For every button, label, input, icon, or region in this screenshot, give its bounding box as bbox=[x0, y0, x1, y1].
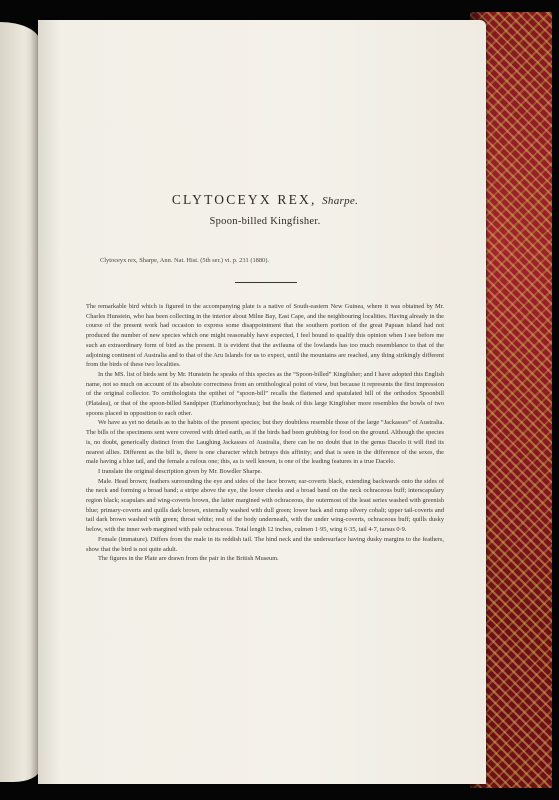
paragraph: In the MS. list of birds sent by Mr. Hunstein he speaks of this species as the “Spoon-billed” Kingfisher; and I have adopted this English name, not so much on account of its absolute correctness from an ornithological point of view, but because it represents the first impression of the original collector. To ornithologists the epithet of “spoon-bill” recalls the flattened and spatulated bill of the orthodox Spoonbill (Platalea), or that of the spoon-billed Sandpiper (Eurhinorhynchus); but the beak of this large Kingfisher more resembles the bowls of two spoons placed in opposition to each other. bbox=[86, 370, 444, 417]
divider-rule bbox=[235, 282, 297, 283]
common-name: Spoon-billed Kingfisher. bbox=[209, 216, 321, 227]
species-name: CLYTOCEYX REX, bbox=[171, 192, 317, 207]
paragraph: Male. Head brown; feathers surrounding the eye and sides of the face brown; ear-coverts black, extending backwards onto the sides of the neck and forming a broad band; a stripe above the eye, the lower cheeks and a broad band on the neck ochraceous buff; interscapulary region black; scapulars and wing-coverts brown, the latter margined with ochraceous, the outermost of the least series washed with greenish blue; primary-coverts and quills dark brown, externally washed with dull green; lower back and rump silvery cobalt; upper tail-coverts and tail dark brown washed with green; throat white; rest of the body underneath, with the under wing-coverts, ochraceous buff; quills dusky below, with the inner web margined with pale ochraceous. Total length 12 inches, culmen 1·95, wing 6·35, tail 4·7, tarsus 0·9. bbox=[86, 477, 444, 534]
plate-title bbox=[86, 192, 444, 208]
book-page bbox=[38, 20, 486, 784]
paragraph: The remarkable bird which is figured in the accompanying plate is a native of South-eastern New Guinea, where it was obtained by Mr. Charles Hunstein, who has been collecting in the interior about Milne Bay, East Cape, and the neighbouring localities. Having already in the course of the present work had occasion to express some disappointment that the southern portion of the great Papuan island had not produced the number of new species which one might reasonably have expected, I feel bound to qualify this opinion when I see before me such an extraordinary form of bird as the present. It is evident that the avifauna of the lowlands has too much resemblance to that of the adjoining continent of Australia and to that of the Aru Islands for us to expect, until the mountains are reached, any thing strikingly different from the birds of these two localities. bbox=[86, 303, 444, 369]
description-body bbox=[86, 302, 444, 564]
paragraph: I translate the original description given by Mr. Bowdler Sharpe. bbox=[98, 467, 263, 475]
citation: Clytoceyx rex, Sharpe, Ann. Nat. Hist. (5th ser.) vi. p. 231 (1880). bbox=[100, 257, 269, 264]
paragraph: Female (immature). Differs from the male in its reddish tail. The hind neck and the undersurface having dusky margins to the feathers, show that the bird is not quite adult. bbox=[86, 535, 444, 553]
paragraph: The figures in the Plate are drawn from the pair in the British Museum. bbox=[98, 555, 279, 563]
species-author: Sharpe. bbox=[322, 195, 359, 207]
paragraph: We have as yet no details as to the habits of the present species; but they doubtless resemble those of the large “Jackasses” of Australia. The bills of the specimens sent were covered with dried earth, as if the birds had been grubbing for food on the ground. Although the species is, no doubt, generically distinct from the Laughing Jackasses of Australia, there can be no doubt that in the genus Dacelo it will find its nearest allies. Different as the bill is, there is one character which betrays this affinity; and that is seen in the difference of the sexes, the male having a blue tail, and the female a rufous one; this, as is well known, is one of the leading features in a true Dacelo. bbox=[86, 419, 444, 466]
